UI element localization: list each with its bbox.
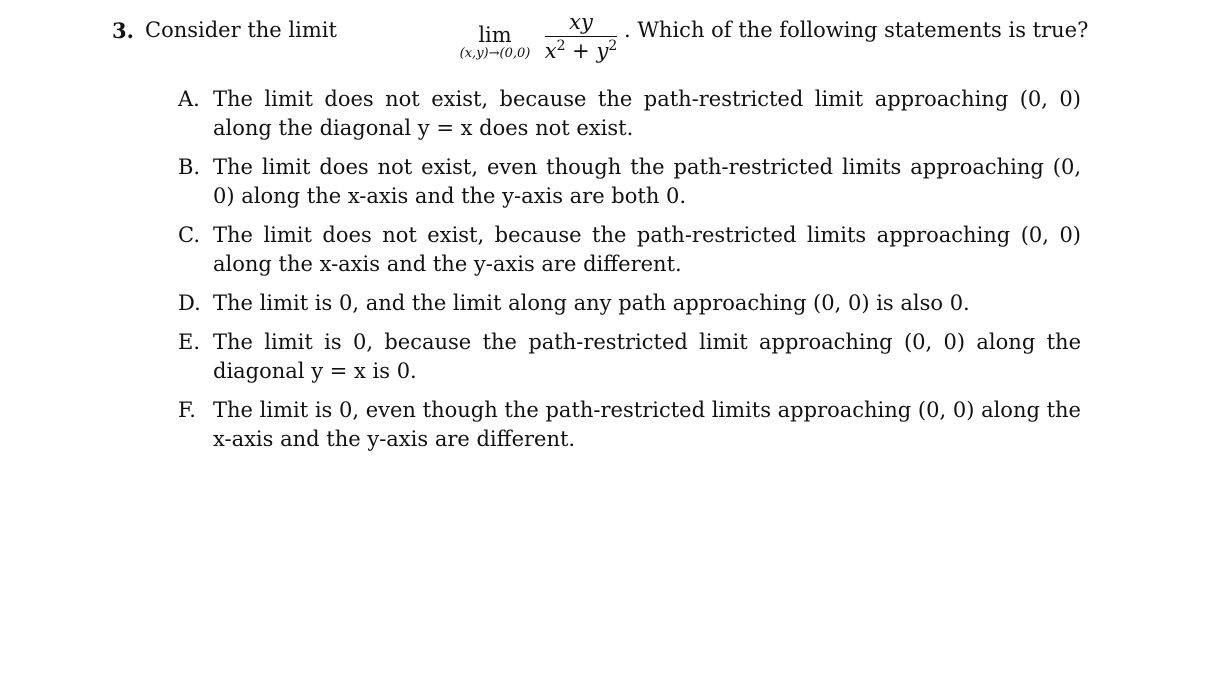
option-a — [178, 85, 1081, 143]
denominator-exponent-y: 2 — [608, 38, 618, 54]
fraction-numerator: xy — [569, 10, 593, 34]
option-letter: A. — [178, 87, 200, 111]
fraction-denominator — [542, 37, 620, 65]
option-letter: B. — [178, 155, 201, 179]
option-letter: E. — [178, 330, 201, 354]
option-letter: D. — [178, 291, 201, 315]
question-3 — [112, 6, 1112, 64]
denominator-base-y: y — [596, 39, 609, 63]
limit-subscript: (x,y)→(0,0) — [459, 46, 531, 61]
answer-options — [178, 85, 1081, 464]
option-letter: F. — [178, 398, 196, 422]
option-text: The limit is 0, and the limit along any path approaching (0, 0) is also 0. — [213, 291, 970, 315]
question-number: 3. — [112, 18, 134, 43]
option-b — [178, 153, 1081, 211]
question-intro: Consider the limit — [145, 18, 337, 42]
limit-word: lim — [478, 23, 512, 47]
option-c — [178, 221, 1081, 279]
question-prompt: . Which of the following statements is true? — [624, 18, 1089, 42]
option-text: The limit does not exist, even though the path-restricted limits approaching (0, 0) along the x-axis and the y-axis are both 0. — [213, 155, 1081, 208]
option-text: The limit is 0, even though the path-restricted limits approaching (0, 0) along the x-axis and the y-axis are different. — [213, 398, 1081, 451]
option-text: The limit does not exist, because the path-restricted limit approaching (0, 0) along the diagonal y = x does not exist. — [213, 87, 1081, 140]
option-d — [178, 289, 1081, 318]
option-letter: C. — [178, 223, 200, 247]
option-f — [178, 396, 1081, 454]
denominator-plus: + — [565, 39, 597, 63]
denominator-base-x: x — [544, 39, 557, 63]
option-e — [178, 328, 1081, 386]
limit-fraction — [542, 8, 620, 65]
option-text: The limit does not exist, because the path-restricted limits approaching (0, 0) along the x-axis and the y-axis are different. — [213, 223, 1081, 276]
option-text: The limit is 0, because the path-restricted limit approaching (0, 0) along the diagonal y = x is 0. — [213, 330, 1081, 383]
denominator-exponent-x: 2 — [556, 38, 566, 54]
limit-operator — [450, 23, 540, 61]
